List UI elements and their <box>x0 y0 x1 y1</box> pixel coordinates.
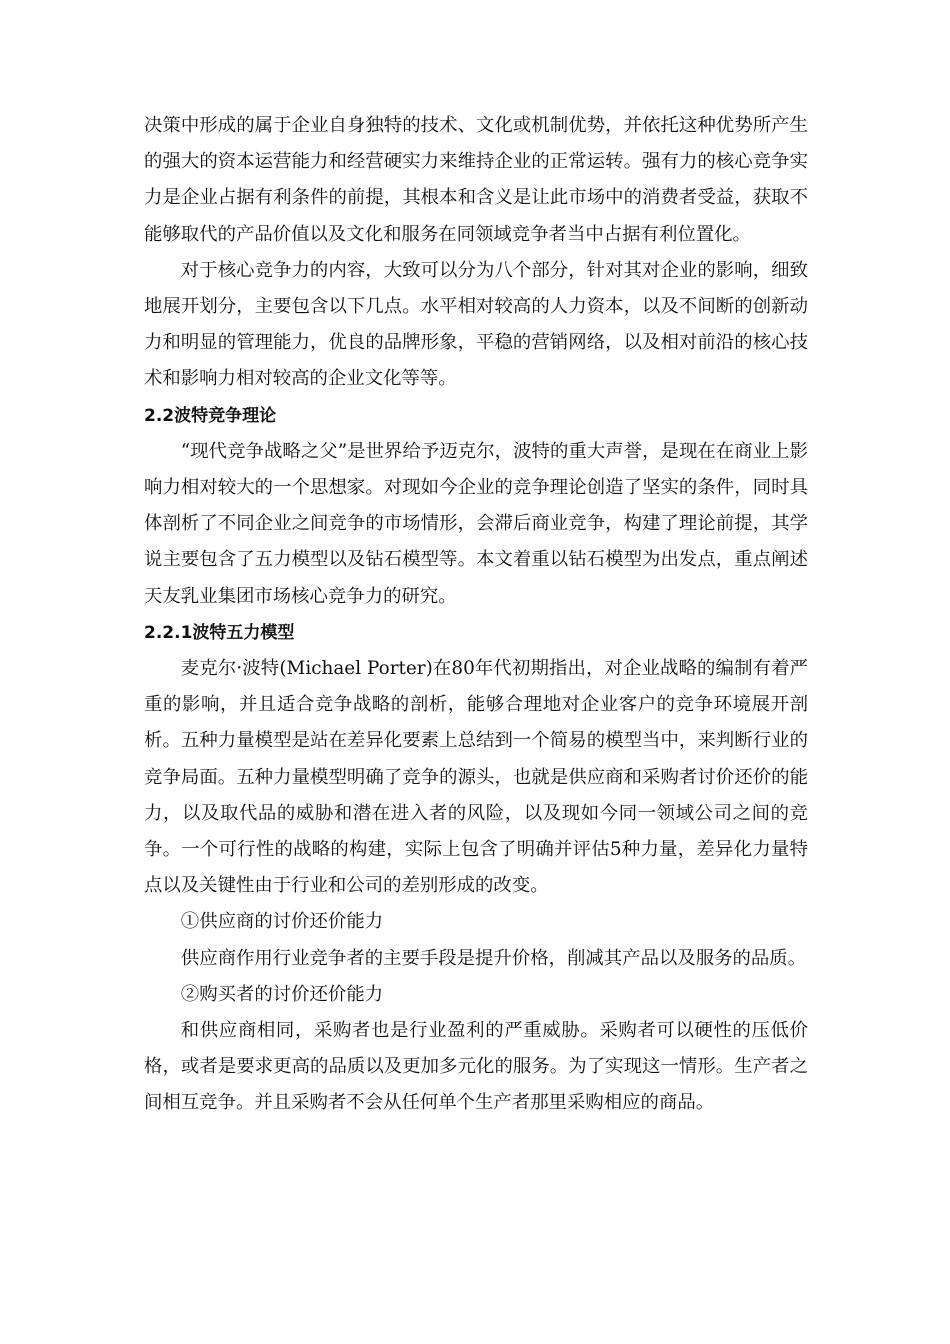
paragraph-porter-intro: “现代竞争战略之父”是世界给予迈克尔，波特的重大声誉，是现在在商业上影响力相对较大的一个思想家。对现如今企业的竞争理论创造了坚实的条件，同时具体剖析了不同企业之间竞争的市场情形，会滞后商业竞争，构建了理论前提，其学说主要包含了五力模型以及钻石模型等。本文着重以钻石模型为出发点，重点阐述天友乳业集团市场核心竞争力的研究。 <box>144 440 808 607</box>
document-page <box>144 108 808 1122</box>
list-item-supplier-power: ①供应商的讨价还价能力 <box>180 911 384 933</box>
paragraph-five-forces: 麦克尔·波特(Michael Porter)在80年代初期指出，对企业战略的编制有着严重的影响，并且适合竞争战略的剖析，能够合理地对企业客户的竞争环境展开剖析。五种力量模型是站在差异化要素上总结到一个简易的模型当中，来判断行业的竞争局面。五种力量模型明确了竞争的源头，也就是供应商和采购者讨价还价的能力，以及取代品的威胁和潜在进入者的风险，以及现如今同一领域公司之间的竞争。一个可行性的战略的构建，实际上包含了明确并评估5种力量，差异化力量特点以及关键性由于行业和公司的差别形成的改变。 <box>144 658 808 897</box>
subsection-heading-five-forces: 2.2.1波特五力模型 <box>144 622 295 643</box>
paragraph-core-competence-content: 对于核心竞争力的内容，大致可以分为八个部分，针对其对企业的影响，细致地展开划分，主要包含以下几点。水平相对较高的人力资本，以及不间断的创新动力和明显的管理能力，优良的品牌形象，平稳的营销网络，以及相对前沿的核心技术和影响力相对较高的企业文化等等。 <box>144 259 808 390</box>
paragraph-core-competence-definition: 决策中形成的属于企业自身独特的技术、文化或机制优势，并依托这种优势所产生的强大的资本运营能力和经营硬实力来维持企业的正常运转。强有力的核心竞争实力是企业占据有利条件的前提，其根本和含义是让此市场中的消费者受益，获取不能够取代的产品价值以及文化和服务在同领域竞争者当中占据有利位置化。 <box>144 115 808 245</box>
paragraph-supplier-power: 供应商作用行业竞争者的主要手段是提升价格，削减其产品以及服务的品质。 <box>180 947 807 969</box>
paragraph-buyer-power: 和供应商相同，采购者也是行业盈利的严重威胁。采购者可以硬性的压低价格，或者是要求更高的品质以及更加多元化的服务。为了实现这一情形。生产者之间相互竞争。并且采购者不会从任何单个生产者那里采购相应的商品。 <box>144 1020 808 1114</box>
section-heading-porter-theory: 2.2波特竞争理论 <box>144 405 277 426</box>
list-item-buyer-power: ②购买者的讨价还价能力 <box>180 983 384 1005</box>
